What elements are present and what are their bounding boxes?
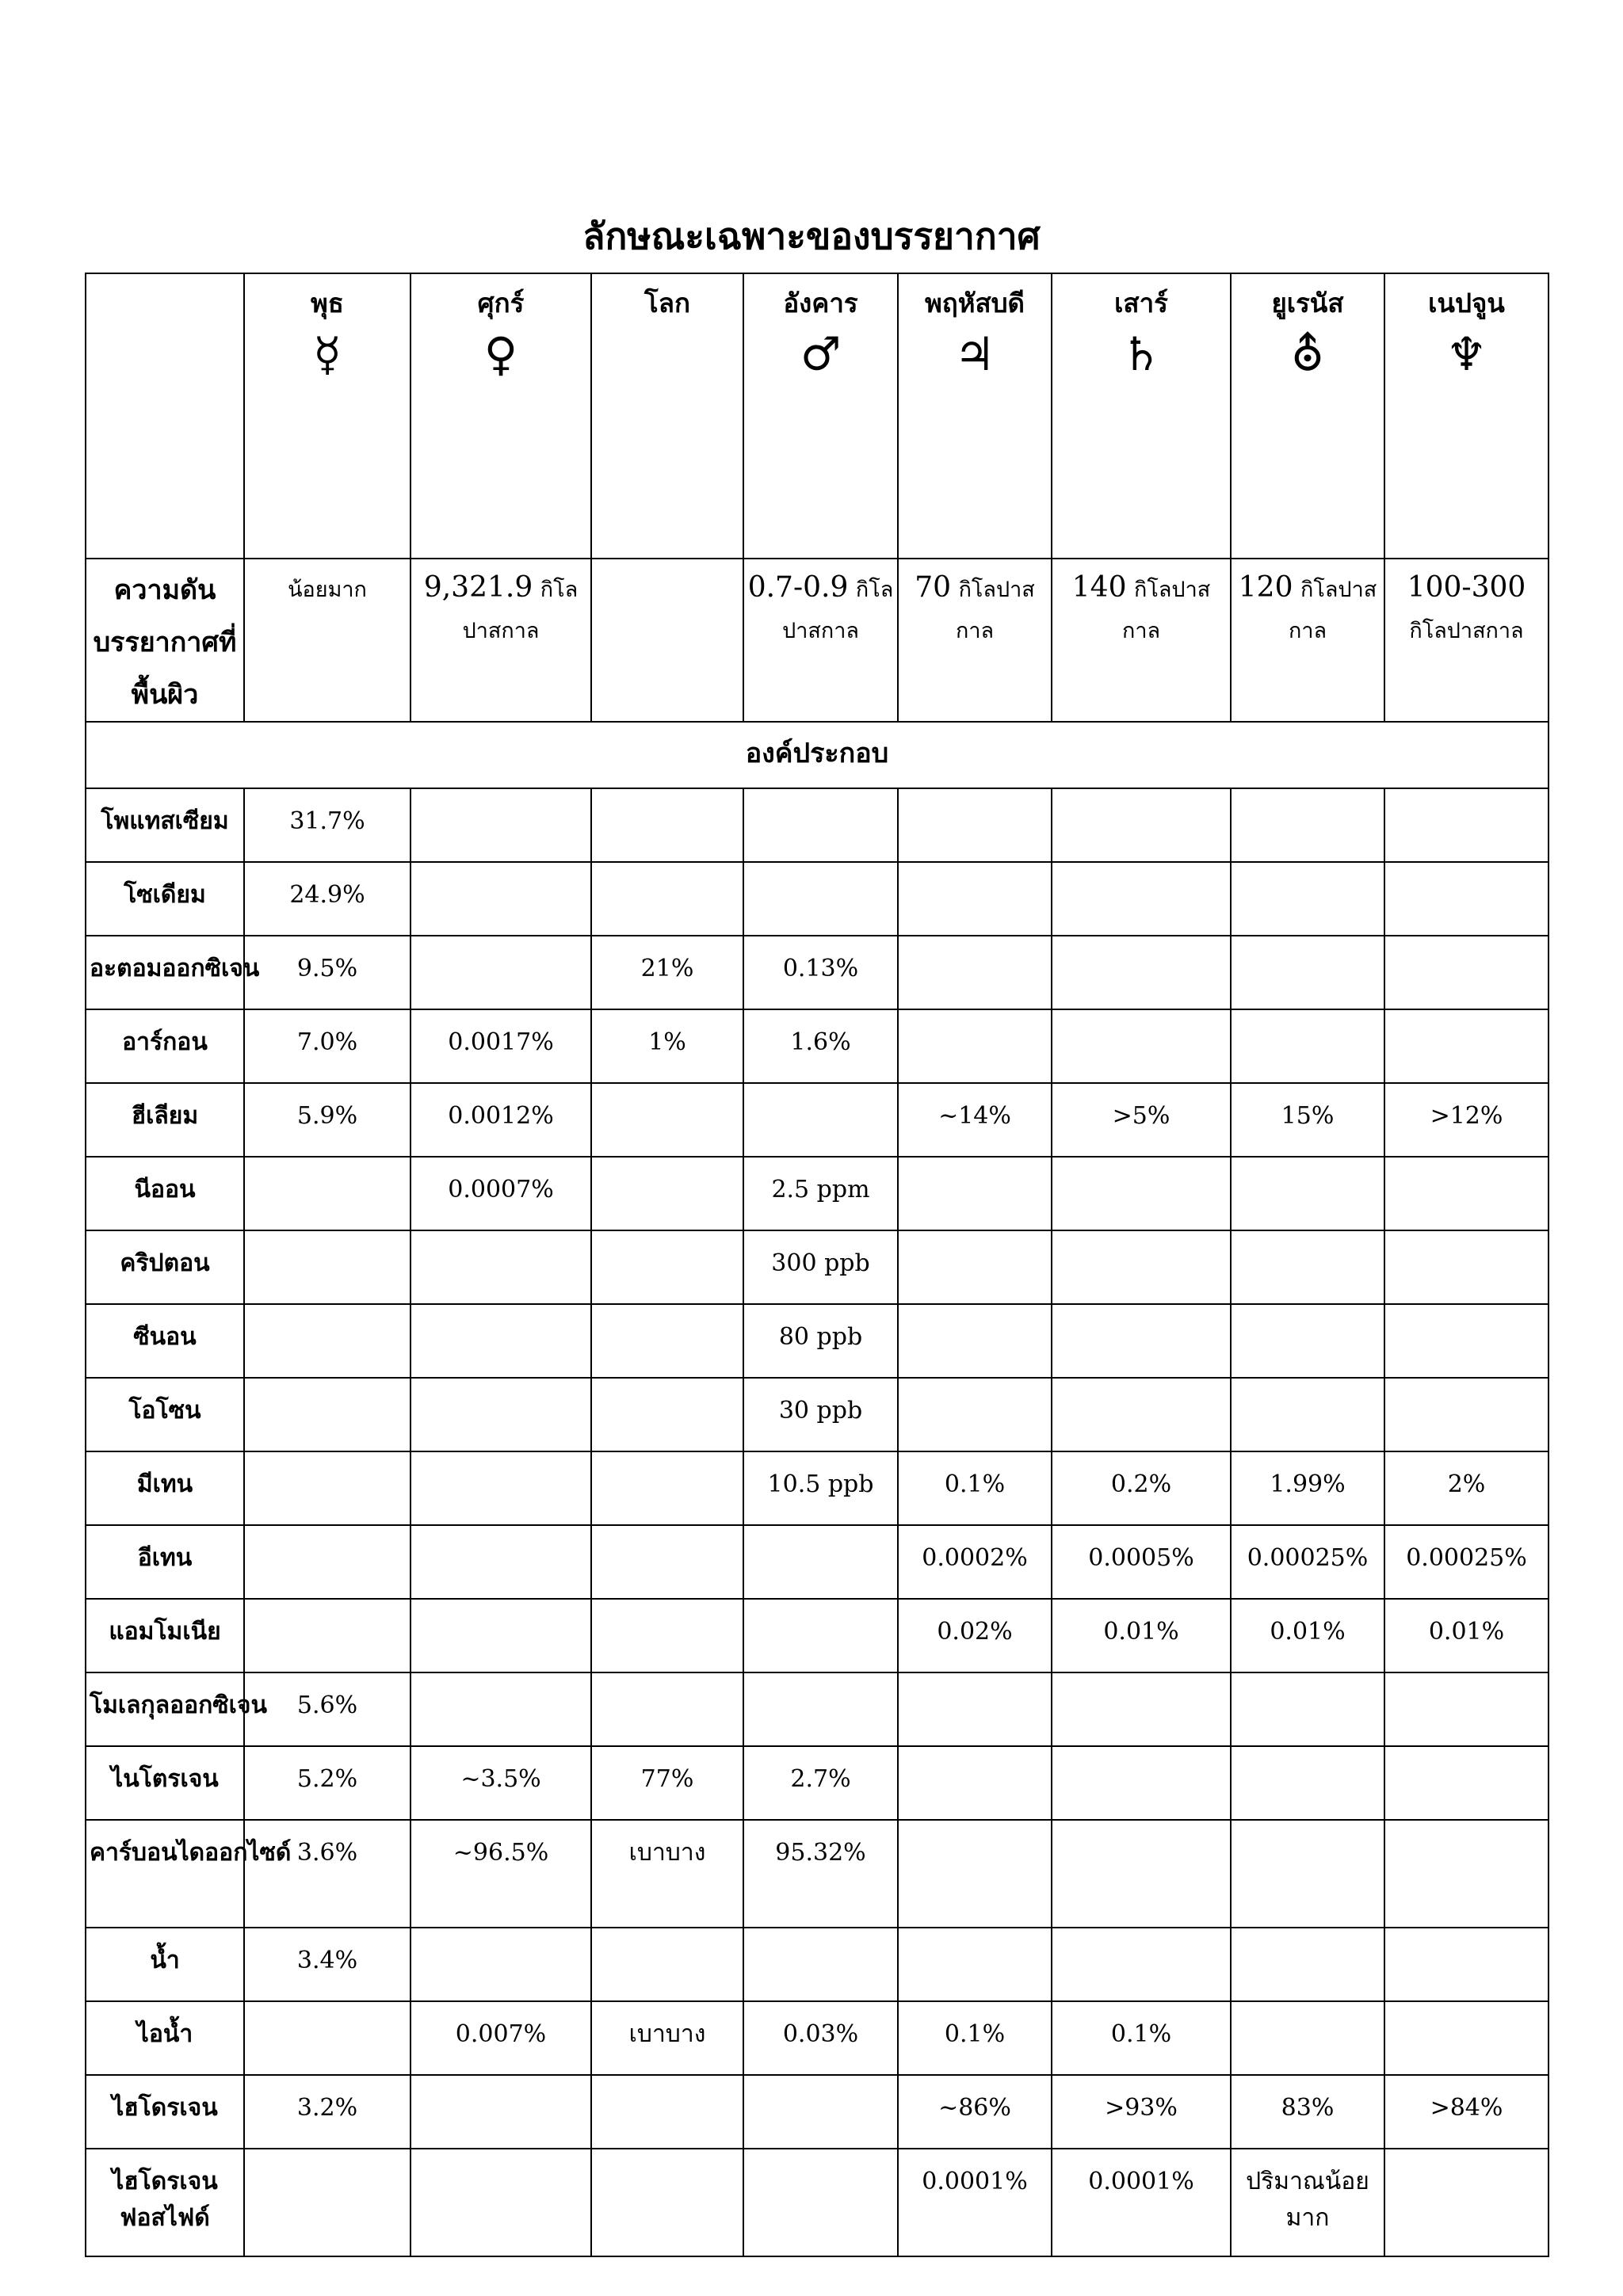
table-row xyxy=(86,1672,1549,1746)
value-cell xyxy=(1384,2149,1549,2256)
pressure-label: ความดันบรรยากาศที่พื้นผิว xyxy=(86,559,244,722)
value-cell xyxy=(244,1230,411,1304)
value-cell xyxy=(1052,1230,1231,1304)
value-cell xyxy=(411,1928,591,2001)
composition-section-label: องค์ประกอบ xyxy=(86,722,1549,788)
value-cell: 5.6% xyxy=(244,1672,411,1746)
value-cell: 0.1% xyxy=(1052,2001,1231,2075)
value-cell xyxy=(411,1230,591,1304)
table-row xyxy=(86,1009,1549,1083)
value-cell xyxy=(591,1451,743,1525)
component-label: แอมโมเนีย xyxy=(86,1599,244,1672)
value-cell xyxy=(1384,1820,1549,1928)
pressure-value: 0.7-0.9 xyxy=(747,571,849,604)
value-cell xyxy=(1231,788,1384,862)
value-cell xyxy=(1384,862,1549,936)
value-cell xyxy=(411,1451,591,1525)
value-cell: 5.2% xyxy=(244,1746,411,1820)
component-label: อีเทน xyxy=(86,1525,244,1599)
value-cell: 5.9% xyxy=(244,1083,411,1157)
planet-name: พุธ xyxy=(311,288,344,318)
component-label: คาร์บอนไดออกไซด์ xyxy=(86,1820,244,1928)
table-row xyxy=(86,1304,1549,1378)
pressure-cell xyxy=(1384,559,1549,722)
value-cell xyxy=(591,1083,743,1157)
value-cell: 0.0017% xyxy=(411,1009,591,1083)
value-cell: 15% xyxy=(1231,1083,1384,1157)
pressure-value: 100-300 xyxy=(1407,571,1526,604)
value-cell xyxy=(1384,936,1549,1009)
value-cell xyxy=(743,2149,898,2256)
pressure-value: 70 xyxy=(915,571,952,604)
value-cell xyxy=(898,1304,1052,1378)
value-cell: >84% xyxy=(1384,2075,1549,2149)
planet-name: โลก xyxy=(644,288,690,318)
value-cell xyxy=(1231,862,1384,936)
pressure-row xyxy=(86,559,1549,722)
value-cell: 83% xyxy=(1231,2075,1384,2149)
table-row xyxy=(86,1928,1549,2001)
planet-header-cell xyxy=(591,273,743,559)
value-cell xyxy=(1231,1157,1384,1230)
value-cell xyxy=(411,862,591,936)
pressure-cell xyxy=(743,559,898,722)
value-cell xyxy=(898,862,1052,936)
value-cell: 2.5 ppm xyxy=(743,1157,898,1230)
value-cell: 0.00025% xyxy=(1231,1525,1384,1599)
value-cell: 300 ppb xyxy=(743,1230,898,1304)
value-cell: 0.0005% xyxy=(1052,1525,1231,1599)
value-cell xyxy=(1231,1009,1384,1083)
table-row xyxy=(86,936,1549,1009)
value-cell xyxy=(244,1599,411,1672)
value-cell xyxy=(743,1525,898,1599)
value-cell: >93% xyxy=(1052,2075,1231,2149)
planet-name: เนปจูน xyxy=(1428,288,1505,318)
value-cell: 0.0002% xyxy=(898,1525,1052,1599)
value-cell xyxy=(1384,1157,1549,1230)
component-label: คริปตอน xyxy=(86,1230,244,1304)
planet-header-cell xyxy=(1052,273,1231,559)
planet-header-cell xyxy=(1231,273,1384,559)
value-cell: 0.01% xyxy=(1384,1599,1549,1672)
table-row xyxy=(86,1599,1549,1672)
value-cell xyxy=(1052,1672,1231,1746)
value-cell xyxy=(411,1304,591,1378)
value-cell xyxy=(244,2149,411,2256)
value-cell xyxy=(743,1083,898,1157)
value-cell: 0.0012% xyxy=(411,1083,591,1157)
component-label: ไฮโดรเจน xyxy=(86,2075,244,2149)
planet-header-cell xyxy=(244,273,411,559)
value-cell xyxy=(743,862,898,936)
value-cell xyxy=(1052,1820,1231,1928)
value-cell xyxy=(1231,1928,1384,2001)
value-cell xyxy=(898,1230,1052,1304)
value-cell: 0.0001% xyxy=(898,2149,1052,2256)
value-cell xyxy=(591,1928,743,2001)
value-cell xyxy=(1231,2001,1384,2075)
value-cell xyxy=(1052,936,1231,1009)
value-cell xyxy=(591,1378,743,1451)
value-cell: เบาบาง xyxy=(591,2001,743,2075)
value-cell xyxy=(244,1378,411,1451)
value-cell xyxy=(591,862,743,936)
table-row xyxy=(86,2001,1549,2075)
value-cell: 0.2% xyxy=(1052,1451,1231,1525)
pressure-cell xyxy=(898,559,1052,722)
value-cell xyxy=(1231,1820,1384,1928)
pressure-unit: น้อยมาก xyxy=(288,578,367,602)
value-cell: >12% xyxy=(1384,1083,1549,1157)
table-row xyxy=(86,1083,1549,1157)
component-label: ไอน้ำ xyxy=(86,2001,244,2075)
value-cell: 3.6% xyxy=(244,1820,411,1928)
value-cell xyxy=(1052,1746,1231,1820)
pressure-unit: กิโลปาสกาล xyxy=(1288,578,1377,643)
value-cell xyxy=(1384,1672,1549,1746)
value-cell xyxy=(591,1525,743,1599)
planet-symbol-icon: ♃ xyxy=(954,327,995,381)
value-cell xyxy=(743,1672,898,1746)
value-cell: 1.6% xyxy=(743,1009,898,1083)
pressure-unit: กิโลปาสกาล xyxy=(955,578,1035,643)
value-cell xyxy=(411,2149,591,2256)
value-cell: 2% xyxy=(1384,1451,1549,1525)
page-title: ลักษณะเฉพาะของบรรยากาศ xyxy=(582,215,1041,257)
value-cell: 0.00025% xyxy=(1384,1525,1549,1599)
planet-name: อังคาร xyxy=(783,288,858,318)
value-cell xyxy=(591,2149,743,2256)
table-row xyxy=(86,2149,1549,2256)
table-row xyxy=(86,1820,1549,1928)
value-cell xyxy=(743,1928,898,2001)
value-cell: 0.01% xyxy=(1231,1599,1384,1672)
value-cell xyxy=(1231,1304,1384,1378)
pressure-cell xyxy=(244,559,411,722)
value-cell xyxy=(591,1230,743,1304)
value-cell xyxy=(898,1157,1052,1230)
value-cell xyxy=(1384,788,1549,862)
table-row xyxy=(86,788,1549,862)
table-row xyxy=(86,1378,1549,1451)
pressure-value: 120 xyxy=(1238,571,1293,604)
pressure-unit: กิโลปาสกาล xyxy=(462,578,579,643)
value-cell: 0.0007% xyxy=(411,1157,591,1230)
value-cell xyxy=(1052,788,1231,862)
value-cell: 0.007% xyxy=(411,2001,591,2075)
table-row xyxy=(86,1451,1549,1525)
value-cell xyxy=(1052,1928,1231,2001)
value-cell xyxy=(1231,1672,1384,1746)
table-row xyxy=(86,1746,1549,1820)
value-cell: 31.7% xyxy=(244,788,411,862)
value-cell xyxy=(898,1378,1052,1451)
value-cell: ปริมาณน้อยมาก xyxy=(1231,2149,1384,2256)
planet-name: ศุกร์ xyxy=(477,288,525,318)
planet-symbol-icon: ♄ xyxy=(1121,327,1162,381)
value-cell: 24.9% xyxy=(244,862,411,936)
planet-name: ยูเรนัส xyxy=(1271,288,1344,318)
planet-symbol-icon: ⛢ xyxy=(1290,327,1325,381)
value-cell: 3.4% xyxy=(244,1928,411,2001)
value-cell xyxy=(1231,1746,1384,1820)
table-row xyxy=(86,1230,1549,1304)
value-cell: 0.03% xyxy=(743,2001,898,2075)
value-cell: 7.0% xyxy=(244,1009,411,1083)
table-row xyxy=(86,1525,1549,1599)
value-cell xyxy=(1384,1928,1549,2001)
value-cell xyxy=(898,1928,1052,2001)
value-cell xyxy=(1231,1230,1384,1304)
pressure-cell xyxy=(591,559,743,722)
value-cell xyxy=(1384,1009,1549,1083)
value-cell xyxy=(898,1746,1052,1820)
component-label: อะตอมออกซิเจน xyxy=(86,936,244,1009)
value-cell: 3.2% xyxy=(244,2075,411,2149)
value-cell xyxy=(898,1009,1052,1083)
value-cell: 21% xyxy=(591,936,743,1009)
planet-header-row xyxy=(86,273,1549,559)
value-cell xyxy=(1384,1304,1549,1378)
component-label: โซเดียม xyxy=(86,862,244,936)
pressure-cell xyxy=(411,559,591,722)
value-cell: 1.99% xyxy=(1231,1451,1384,1525)
value-cell xyxy=(591,1599,743,1672)
value-cell: 95.32% xyxy=(743,1820,898,1928)
value-cell xyxy=(591,1157,743,1230)
planet-symbol-icon: ☿ xyxy=(313,327,342,381)
value-cell xyxy=(591,2075,743,2149)
value-cell xyxy=(411,1525,591,1599)
value-cell xyxy=(743,2075,898,2149)
value-cell: 80 ppb xyxy=(743,1304,898,1378)
planet-header-cell xyxy=(411,273,591,559)
pressure-unit: กิโลปาสกาล xyxy=(1121,578,1211,643)
value-cell xyxy=(411,1599,591,1672)
component-label: ไนโตรเจน xyxy=(86,1746,244,1820)
value-cell xyxy=(1384,2001,1549,2075)
composition-section-row xyxy=(86,722,1549,788)
table-row xyxy=(86,1157,1549,1230)
value-cell: 0.0001% xyxy=(1052,2149,1231,2256)
component-label: อาร์กอน xyxy=(86,1009,244,1083)
value-cell: >5% xyxy=(1052,1083,1231,1157)
value-cell xyxy=(1384,1378,1549,1451)
component-label: นีออน xyxy=(86,1157,244,1230)
value-cell xyxy=(244,1525,411,1599)
value-cell: 0.02% xyxy=(898,1599,1052,1672)
component-label: โอโซน xyxy=(86,1378,244,1451)
value-cell xyxy=(244,1304,411,1378)
value-cell xyxy=(1052,862,1231,936)
value-cell: ~86% xyxy=(898,2075,1052,2149)
value-cell: 0.01% xyxy=(1052,1599,1231,1672)
component-label: มีเทน xyxy=(86,1451,244,1525)
value-cell: 1% xyxy=(591,1009,743,1083)
pressure-cell xyxy=(1052,559,1231,722)
value-cell xyxy=(1052,1378,1231,1451)
value-cell xyxy=(1052,1009,1231,1083)
value-cell xyxy=(743,1599,898,1672)
value-cell xyxy=(591,1304,743,1378)
value-cell xyxy=(411,1672,591,1746)
planet-header-cell xyxy=(1384,273,1549,559)
table-row xyxy=(86,2075,1549,2149)
corner-cell xyxy=(86,273,244,559)
value-cell: 77% xyxy=(591,1746,743,1820)
value-cell xyxy=(1052,1157,1231,1230)
value-cell: 0.13% xyxy=(743,936,898,1009)
pressure-cell xyxy=(1231,559,1384,722)
value-cell xyxy=(244,2001,411,2075)
value-cell xyxy=(1384,1230,1549,1304)
table-row xyxy=(86,862,1549,936)
value-cell xyxy=(898,1820,1052,1928)
planet-symbol-icon: ♀ xyxy=(483,327,518,381)
value-cell xyxy=(244,1157,411,1230)
pressure-value: 9,321.9 xyxy=(423,571,533,604)
component-label: ไฮโดรเจนฟอสไฟด์ xyxy=(86,2149,244,2256)
value-cell: 2.7% xyxy=(743,1746,898,1820)
planet-symbol-icon: ♂ xyxy=(800,327,842,381)
value-cell: 0.1% xyxy=(898,2001,1052,2075)
value-cell xyxy=(411,1378,591,1451)
value-cell xyxy=(591,788,743,862)
value-cell xyxy=(898,788,1052,862)
value-cell: ~96.5% xyxy=(411,1820,591,1928)
value-cell xyxy=(1231,1378,1384,1451)
value-cell xyxy=(244,1451,411,1525)
pressure-unit: กิโลปาสกาล xyxy=(782,578,894,643)
component-label: โมเลกุลออกซิเจน xyxy=(86,1672,244,1746)
value-cell xyxy=(411,788,591,862)
component-label: น้ำ xyxy=(86,1928,244,2001)
component-label: โพแทสเซียม xyxy=(86,788,244,862)
component-label: ฮีเลียม xyxy=(86,1083,244,1157)
value-cell xyxy=(591,1672,743,1746)
value-cell: ~3.5% xyxy=(411,1746,591,1820)
atmosphere-table xyxy=(85,273,1549,2257)
pressure-unit: กิโลปาสกาล xyxy=(1409,619,1524,643)
value-cell: เบาบาง xyxy=(591,1820,743,1928)
component-label: ซีนอน xyxy=(86,1304,244,1378)
planet-symbol-icon: ♆ xyxy=(1445,327,1487,381)
value-cell xyxy=(898,1672,1052,1746)
pressure-value: 140 xyxy=(1071,571,1127,604)
value-cell: 0.1% xyxy=(898,1451,1052,1525)
value-cell xyxy=(411,936,591,1009)
planet-header-cell xyxy=(898,273,1052,559)
planet-name: พฤหัสบดี xyxy=(924,288,1025,318)
value-cell xyxy=(898,936,1052,1009)
planet-name: เสาร์ xyxy=(1114,288,1168,318)
value-cell: 30 ppb xyxy=(743,1378,898,1451)
value-cell: 10.5 ppb xyxy=(743,1451,898,1525)
value-cell: 9.5% xyxy=(244,936,411,1009)
planet-header-cell xyxy=(743,273,898,559)
value-cell xyxy=(743,788,898,862)
value-cell xyxy=(1231,936,1384,1009)
value-cell: ~14% xyxy=(898,1083,1052,1157)
value-cell xyxy=(411,2075,591,2149)
value-cell xyxy=(1052,1304,1231,1378)
value-cell xyxy=(1384,1746,1549,1820)
